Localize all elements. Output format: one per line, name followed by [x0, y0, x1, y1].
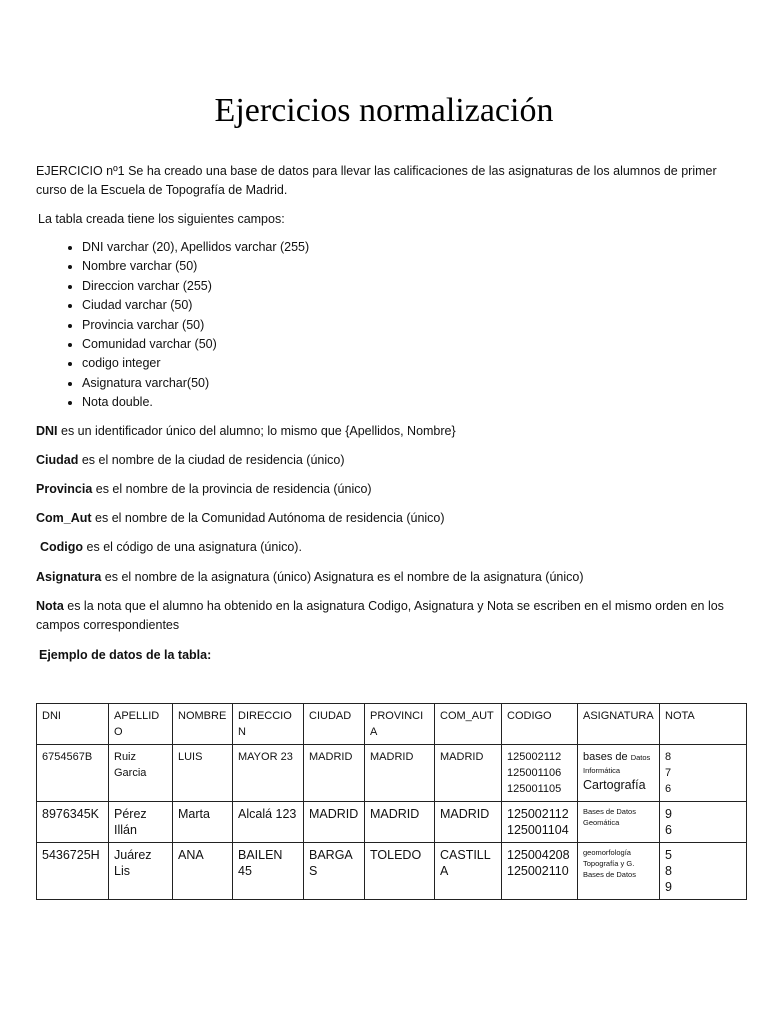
table-row	[37, 843, 747, 900]
column-header: NOTA	[660, 704, 747, 745]
definition-text: es el nombre de la asignatura (único) Asignatura es el nombre de la asignatura (único)	[101, 570, 584, 584]
cell-com-aut: MADRID	[435, 745, 502, 802]
cell-nombre: Marta	[173, 802, 233, 843]
definition-asignatura	[36, 568, 736, 587]
asignatura-line: Informática	[583, 766, 621, 775]
column-header: COM_AUT	[435, 704, 502, 745]
column-header: ASIGNATURA	[578, 704, 660, 745]
cell-dni: 6754567B	[37, 745, 109, 802]
exercise-text: Se ha creado una base de datos para llevar las calificaciones de las asignaturas de los alumnos de primer curso de la Escuela de Topografía de Madrid.	[36, 164, 717, 197]
asignatura-line-small: Datos	[630, 753, 651, 762]
cell-com-aut: CASTILLA	[435, 843, 502, 900]
field-item: • Nombre varchar (50)	[82, 257, 309, 276]
exercise-paragraph	[36, 162, 736, 200]
definition-codigo	[40, 538, 740, 557]
asignatura-line: Bases de Datos	[583, 807, 636, 816]
cell-nombre: LUIS	[173, 745, 233, 802]
field-item: • Nota double.	[82, 393, 309, 412]
definition-term: Com_Aut	[36, 511, 92, 525]
nota-value: 9	[665, 880, 672, 894]
cell-ciudad: MADRID	[304, 745, 365, 802]
table-header-row	[37, 704, 747, 745]
definition-ciudad	[36, 451, 736, 470]
asignatura-line: bases de	[583, 751, 628, 763]
field-item: • Provincia varchar (50)	[82, 316, 309, 335]
field-item: • DNI varchar (20), Apellidos varchar (255)	[82, 238, 309, 257]
column-header: APELLIDO	[109, 704, 173, 745]
cell-asignatura	[578, 745, 660, 802]
cell-asignatura	[578, 843, 660, 900]
definition-text: es el nombre de la ciudad de residencia (único)	[78, 453, 345, 467]
definition-nota	[36, 597, 736, 635]
field-item: • Ciudad varchar (50)	[82, 296, 309, 315]
definition-text: es el nombre de la Comunidad Autónoma de residencia (único)	[91, 511, 445, 525]
nota-value: 9	[665, 807, 672, 821]
fields-list	[60, 238, 309, 413]
nota-value: 6	[665, 783, 672, 795]
cell-codigo	[502, 802, 578, 843]
codigo-value: 125002110	[507, 864, 569, 878]
codigo-value: 125001104	[507, 823, 569, 837]
cell-ciudad: BARGAS	[304, 843, 365, 900]
asignatura-line: Topografía y G.	[583, 859, 635, 868]
definition-term: Codigo	[40, 540, 84, 554]
definition-term: Ciudad	[36, 453, 79, 467]
definition-text: es un identificador único del alumno; lo mismo que {Apellidos, Nombre}	[57, 424, 456, 438]
page-title: Ejercicios normalización	[214, 92, 554, 129]
cell-provincia: MADRID	[365, 802, 435, 843]
nota-value: 7	[665, 767, 672, 779]
column-header: CIUDAD	[304, 704, 365, 745]
cell-direccion: BAILEN 45	[233, 843, 304, 900]
field-item: • Asignatura varchar(50)	[82, 374, 309, 393]
definition-term: DNI	[36, 424, 58, 438]
cell-nota	[660, 843, 747, 900]
asignatura-line: Cartografía	[583, 778, 646, 792]
cell-direccion: Alcalá 123	[233, 802, 304, 843]
nota-value: 8	[665, 751, 672, 763]
codigo-value: 125001106	[507, 767, 562, 779]
codigo-value: 125002112	[507, 807, 569, 821]
column-header: DIRECCION	[233, 704, 304, 745]
cell-ciudad: MADRID	[304, 802, 365, 843]
cell-codigo	[502, 745, 578, 802]
cell-apellido: Juárez Lis	[109, 843, 173, 900]
cell-dni: 5436725H	[37, 843, 109, 900]
cell-codigo	[502, 843, 578, 900]
field-item: • Direccion varchar (255)	[82, 277, 309, 296]
exercise-label: EJERCICIO nº1	[36, 164, 125, 178]
cell-direccion: MAYOR 23	[233, 745, 304, 802]
definition-provincia	[36, 480, 736, 499]
data-table	[36, 703, 747, 900]
column-header: CODIGO	[502, 704, 578, 745]
cell-asignatura	[578, 802, 660, 843]
codigo-value: 125001105	[507, 783, 562, 795]
cell-nombre: ANA	[173, 843, 233, 900]
field-item: • Comunidad varchar (50)	[82, 335, 309, 354]
definition-term: Nota	[36, 599, 64, 613]
column-header: PROVINCIA	[365, 704, 435, 745]
asignatura-line: Bases de Datos	[583, 870, 636, 879]
asignatura-line: geomorfología	[583, 848, 631, 857]
definition-term: Provincia	[36, 482, 93, 496]
cell-apellido: Pérez Illán	[109, 802, 173, 843]
table-row	[37, 745, 747, 802]
definition-text: es el código de una asignatura (único).	[83, 540, 302, 554]
nota-value: 6	[665, 823, 672, 837]
cell-apellido: Ruiz Garcia	[109, 745, 173, 802]
cell-provincia: TOLEDO	[365, 843, 435, 900]
codigo-value: 125004208	[507, 848, 570, 862]
codigo-value: 125002112	[507, 751, 562, 763]
definition-text: es el nombre de la provincia de residencia (único)	[92, 482, 372, 496]
column-header: DNI	[37, 704, 109, 745]
asignatura-line: Geomática	[583, 818, 620, 827]
nota-value: 8	[665, 864, 672, 878]
cell-com-aut: MADRID	[435, 802, 502, 843]
definition-term: Asignatura	[36, 570, 102, 584]
nota-value: 5	[665, 848, 672, 862]
definition-dni	[36, 422, 736, 441]
cell-provincia: MADRID	[365, 745, 435, 802]
definition-text: es la nota que el alumno ha obtenido en la asignatura Codigo, Asignatura y Nota se escriben en el mismo orden en los campos correspondientes	[36, 599, 724, 632]
definition-com-aut	[36, 509, 736, 528]
cell-nota	[660, 745, 747, 802]
cell-nota	[660, 802, 747, 843]
field-item: • codigo integer	[82, 354, 309, 373]
fields-intro: La tabla creada tiene los siguientes campos:	[38, 212, 285, 226]
table-row	[37, 802, 747, 843]
example-label: Ejemplo de datos de la tabla:	[39, 648, 212, 662]
cell-dni: 8976345K	[37, 802, 109, 843]
column-header: NOMBRE	[173, 704, 233, 745]
